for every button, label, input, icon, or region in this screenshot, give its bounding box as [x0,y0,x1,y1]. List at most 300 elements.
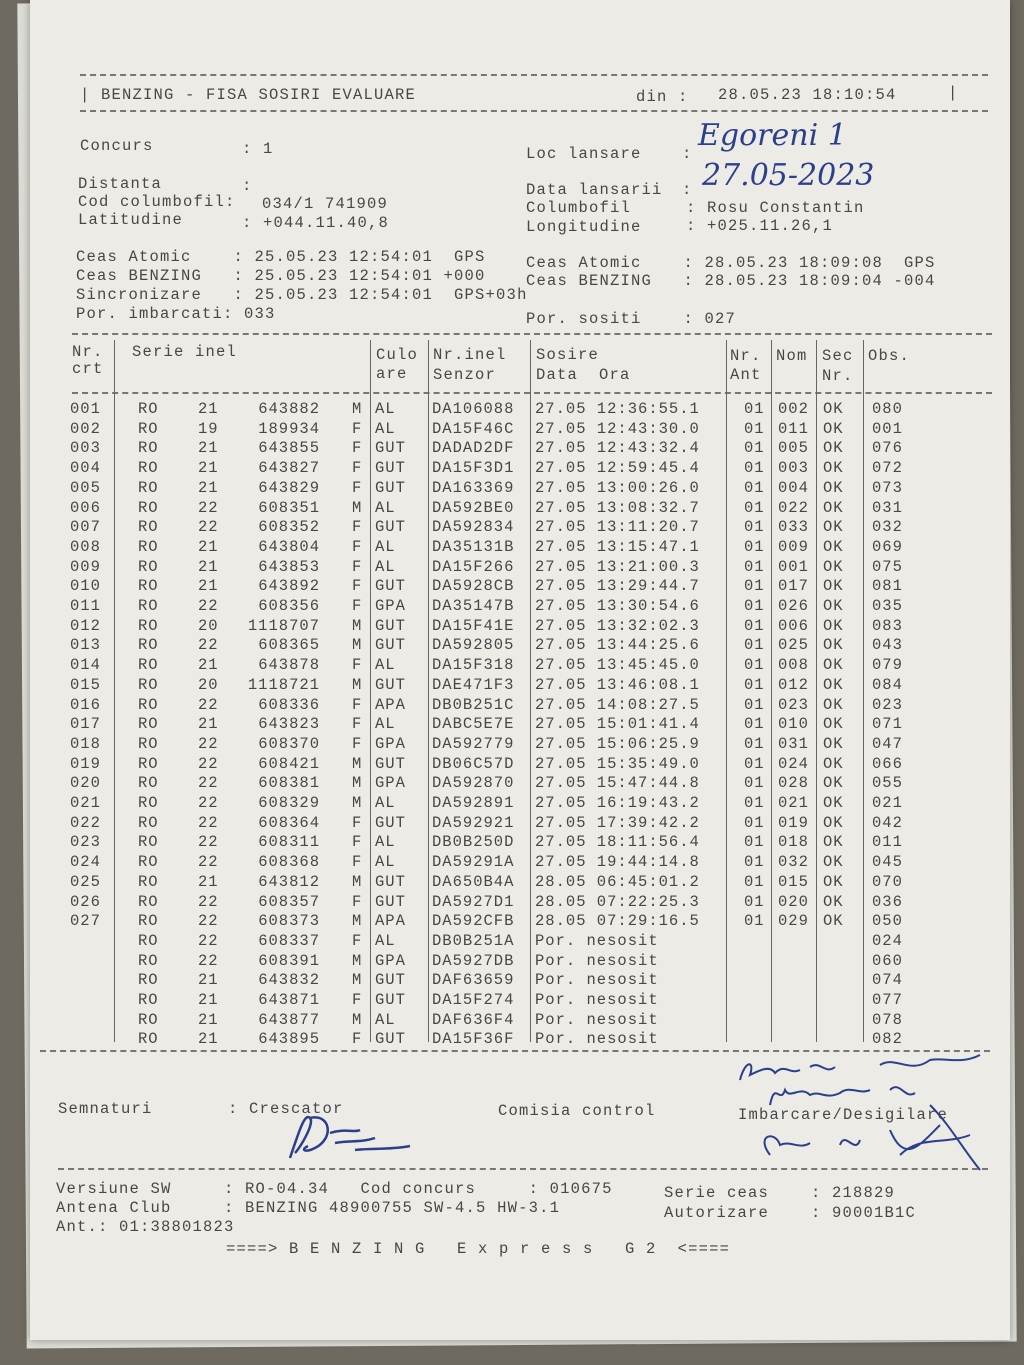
sec-status: OK [823,498,844,517]
sec-status: OK [823,478,844,497]
country: RO [138,715,159,734]
nominated: 004 [778,478,809,497]
arrival-datetime: 27.05 13:08:32.7 [535,498,700,517]
row-number: 021 [70,794,101,812]
country: RO [138,597,159,615]
year: 22 [198,892,219,911]
sensor-id: DABC5E7E [432,715,515,734]
arrival-datetime: 27.05 15:01:41.4 [535,715,700,734]
color: GUT [375,459,406,478]
obs-number: 031 [872,498,903,517]
ring-number: 608373 [258,912,320,931]
ring-number: 643827 [258,459,320,478]
sensor-id: DA592870 [432,774,515,793]
table-row [30,538,1010,558]
antenna: 01 [744,616,765,635]
arrival-datetime: Por. nesosit [535,951,659,970]
color: AL [375,656,396,675]
sensor-id: DA592805 [432,636,515,655]
color: APA [375,695,406,714]
arrival-datetime: 27.05 12:59:45.4 [535,459,700,478]
ant-line: Ant.: 01:38801823 [56,1218,235,1236]
obs-number: 043 [872,636,903,655]
ring-number: 608351 [258,498,320,517]
arrival-datetime: 27.05 13:30:54.6 [535,597,700,615]
sex: F [352,1030,363,1049]
ring-number: 608365 [258,636,320,655]
obs-number: 073 [872,478,903,497]
table-row [30,439,1010,459]
color: GUT [375,478,406,497]
obs-number: 072 [872,459,903,478]
sex: F [352,991,363,1009]
sex: M [352,951,363,970]
sensor-id: DA15F41E [432,616,515,635]
antenna: 01 [744,734,765,753]
year: 21 [198,1010,219,1029]
obs-number: 066 [872,754,903,773]
obs-number: 036 [872,892,903,911]
sex: F [352,813,363,832]
row-number: 002 [70,419,101,438]
table-row [30,656,1010,676]
sensor-id: DA15F318 [432,656,515,675]
obs-number: 084 [872,675,903,694]
year: 22 [198,774,219,793]
obs-number: 082 [872,1030,903,1049]
country: RO [138,675,159,694]
year: 22 [198,912,219,931]
sex: F [352,577,363,596]
ring-number: 643882 [258,400,320,418]
row-number: 013 [70,636,101,655]
sex: M [352,498,363,517]
color: AL [375,400,396,418]
sensor-id: DADAD2DF [432,439,515,458]
sensor-id: DA5927DB [432,951,515,970]
ring-number: 643804 [258,537,320,556]
antenna: 01 [744,754,765,773]
year: 21 [198,478,219,497]
brand-line: ====> B E N Z I N G E x p r e s s G 2 <==== [226,1240,731,1258]
table-row [30,715,1010,735]
loc-lansare-handwritten: Egoreni 1 [698,118,847,153]
nominated: 024 [778,754,809,773]
nominated: 018 [778,833,809,852]
table-row [30,617,1010,637]
nominated: 009 [778,537,809,556]
table-row [30,873,1010,893]
table-row [30,735,1010,755]
table-row [30,676,1010,696]
row-number: 012 [70,616,101,635]
crescator-label: : Crescator [228,1100,344,1118]
col-header-data-ora: Data Ora [536,366,631,384]
color: AL [375,419,396,438]
ring-number: 643853 [258,557,320,576]
ring-number: 643832 [258,971,320,990]
sensor-id: DA35131B [432,537,515,556]
sensor-id: DA106088 [432,400,515,418]
sec-status: OK [823,557,844,576]
country: RO [138,991,159,1009]
sex: M [352,675,363,694]
arrival-datetime: 27.05 13:15:47.1 [535,537,700,556]
sensor-id: DA592779 [432,734,515,753]
arrival-datetime: 27.05 15:47:44.8 [535,774,700,793]
header-right-bar: | [948,84,959,102]
row-number: 022 [70,813,101,832]
arrival-datetime: 27.05 12:43:32.4 [535,439,700,458]
ring-number: 608329 [258,794,320,812]
row-number: 024 [70,853,101,872]
sec-status: OK [823,715,844,734]
sensor-id: DAF636F4 [432,1010,515,1029]
country: RO [138,892,159,911]
obs-number: 032 [872,518,903,537]
ring-number: 643895 [258,1030,320,1049]
country: RO [138,931,159,950]
arrival-datetime: Por. nesosit [535,1030,659,1049]
data-lansarii-handwritten: 27.05-2023 [702,158,875,193]
country: RO [138,557,159,576]
table-row [30,499,1010,519]
ring-number: 643829 [258,478,320,497]
sensor-id: DB06C57D [432,754,515,773]
nominated: 022 [778,498,809,517]
sex: M [352,774,363,793]
col-header-senzor: Senzor [433,366,497,384]
color: GUT [375,754,406,773]
sex: F [352,439,363,458]
color: GUT [375,518,406,537]
ring-number: 1118721 [247,675,320,694]
country: RO [138,695,159,714]
imbarcare-label: Imbarcare/Desigilare [738,1106,949,1124]
printed-at-value: 28.05.23 18:10:54 [718,86,897,104]
row-number: 019 [70,754,101,773]
sincronizare: Sincronizare : 25.05.23 12:54:01 GPS+03h [76,286,528,304]
ring-number: 608421 [258,754,320,773]
col-header-sosire: Sosire [536,346,600,364]
antenna: 01 [744,892,765,911]
antenna: 01 [744,833,765,852]
columbofil-value: : Rosu Constantin [686,199,865,217]
sex: F [352,478,363,497]
row-number: 015 [70,675,101,694]
antenna: 01 [744,872,765,891]
sec-status: OK [823,459,844,478]
obs-number: 023 [872,695,903,714]
ring-number: 608370 [258,734,320,753]
nominated: 001 [778,557,809,576]
sensor-id: DA592921 [432,813,515,832]
col-header-nr-inel: Nr.inel [433,346,507,364]
sensor-id: DA15F36F [432,1030,515,1049]
country: RO [138,1010,159,1029]
color: AL [375,833,396,852]
ring-number: 643878 [258,656,320,675]
table-row [30,400,1010,420]
obs-number: 077 [872,991,903,1009]
country: RO [138,794,159,812]
ring-number: 643812 [258,872,320,891]
obs-number: 083 [872,616,903,635]
nominated: 003 [778,459,809,478]
col-header-obs: Obs. [868,347,911,365]
year: 21 [198,715,219,734]
arrival-datetime: 27.05 17:39:42.2 [535,813,700,832]
col-header-sec: Sec [822,347,854,365]
obs-number: 060 [872,951,903,970]
autorizare-line: Autorizare : 90001B1C [664,1204,917,1222]
document-sheet [30,0,1010,1340]
color: AL [375,498,396,517]
country: RO [138,459,159,478]
ring-number: 608336 [258,695,320,714]
sex: F [352,557,363,576]
col-header-ant: Ant [730,366,762,384]
country: RO [138,912,159,931]
data-lansarii-label: Data lansarii [526,181,663,199]
col-header-culoare: Culo [376,346,419,364]
arrival-datetime: 27.05 15:06:25.9 [535,734,700,753]
col-header-sec-nr: Nr. [822,367,854,385]
year: 22 [198,951,219,970]
sex: M [352,971,363,990]
color: AL [375,931,396,950]
loc-lansare-colon: : [682,145,693,163]
arrival-datetime: 27.05 14:08:27.5 [535,695,700,714]
country: RO [138,872,159,891]
table-row [30,1011,1010,1031]
row-number: 005 [70,478,101,497]
country: RO [138,518,159,537]
nominated: 010 [778,715,809,734]
arrival-datetime: 27.05 16:19:43.2 [535,794,700,812]
country: RO [138,577,159,596]
sensor-id: DAF63659 [432,971,515,990]
sex: M [352,872,363,891]
country: RO [138,734,159,753]
comisia-control-label: Comisia control [498,1102,656,1120]
sensor-id: DA592834 [432,518,515,537]
ring-number: 643892 [258,577,320,596]
year: 21 [198,557,219,576]
table-row [30,893,1010,913]
sex: M [352,400,363,418]
table-row [30,577,1010,597]
distanta-value: : [242,177,253,195]
year: 21 [198,656,219,675]
obs-number: 081 [872,577,903,596]
country: RO [138,636,159,655]
nominated: 028 [778,774,809,793]
antenna: 01 [744,794,765,812]
antenna: 01 [744,557,765,576]
antenna: 01 [744,675,765,694]
nominated: 011 [778,419,809,438]
nominated: 021 [778,794,809,812]
antenna: 01 [744,537,765,556]
nominated: 008 [778,656,809,675]
obs-number: 069 [872,537,903,556]
nominated: 031 [778,734,809,753]
sec-status: OK [823,853,844,872]
table-row [30,971,1010,991]
row-number: 020 [70,774,101,793]
sex: F [352,734,363,753]
sex: F [352,833,363,852]
crescator-signature [270,1108,430,1168]
table-header-divider [72,392,992,394]
antenna: 01 [744,439,765,458]
row-number: 014 [70,656,101,675]
color: AL [375,1010,396,1029]
country: RO [138,419,159,438]
ceas-benzing-left: Ceas BENZING : 25.05.23 12:54:01 +000 [76,267,486,285]
sensor-id: DA15F3D1 [432,459,515,478]
arrival-datetime: 27.05 12:43:30.0 [535,419,700,438]
sex: F [352,537,363,556]
arrival-datetime: Por. nesosit [535,971,659,990]
year: 22 [198,794,219,812]
por-sositi: Por. sositi : 027 [526,310,737,328]
color: AL [375,537,396,556]
ring-number: 643855 [258,439,320,458]
header-top-divider [80,74,988,76]
year: 21 [198,439,219,458]
country: RO [138,813,159,832]
antena-line: Antena Club : BENZING 48900755 SW-4.5 HW-3.1 [56,1199,561,1217]
row-number: 027 [70,912,101,931]
year: 22 [198,833,219,852]
longitudine-value: : +025.11.26,1 [686,217,834,235]
sensor-id: DA163369 [432,478,515,497]
sensor-id: DA15F274 [432,991,515,1009]
data-lansarii-colon: : [682,181,693,199]
color: AL [375,853,396,872]
nominated: 020 [778,892,809,911]
sec-status: OK [823,656,844,675]
antenna: 01 [744,498,765,517]
color: GPA [375,951,406,970]
table-top-divider [72,333,992,335]
concurs-label: Concurs [80,137,154,155]
nominated: 033 [778,518,809,537]
nominated: 015 [778,872,809,891]
distanta-label: Distanta [78,175,163,193]
row-number: 004 [70,459,101,478]
versiune-line: Versiune SW : RO-04.34 Cod concurs : 010675 [56,1180,613,1198]
concurs-value: : 1 [242,140,274,158]
ring-number: 643823 [258,715,320,734]
row-number: 017 [70,715,101,734]
row-number: 007 [70,518,101,537]
row-number: 023 [70,833,101,852]
sec-status: OK [823,794,844,812]
country: RO [138,971,159,990]
cod-columbofil-label: Cod columbofil: [78,193,236,211]
row-number: 001 [70,400,101,418]
sensor-id: DA5928CB [432,577,515,596]
sec-status: OK [823,872,844,891]
country: RO [138,833,159,852]
country: RO [138,951,159,970]
table-row [30,755,1010,775]
country: RO [138,400,159,418]
sec-status: OK [823,597,844,615]
antenna: 01 [744,400,765,418]
country: RO [138,616,159,635]
color: GUT [375,813,406,832]
year: 22 [198,636,219,655]
obs-number: 075 [872,557,903,576]
color: APA [375,912,406,931]
obs-number: 055 [872,774,903,793]
color: AL [375,715,396,734]
col-header-nr: Nr. [72,343,104,361]
ceas-atomic-left: Ceas Atomic : 25.05.23 12:54:01 GPS [76,248,486,266]
color: AL [375,557,396,576]
ring-number: 608357 [258,892,320,911]
ring-number: 643877 [258,1010,320,1029]
ring-number: 1118707 [247,616,320,635]
arrival-datetime: 27.05 13:46:08.1 [535,675,700,694]
year: 20 [198,675,219,694]
arrival-datetime: 28.05 07:29:16.5 [535,912,700,931]
footer-divider [58,1168,988,1170]
arrival-datetime: 27.05 13:00:26.0 [535,478,700,497]
color: GUT [375,1030,406,1049]
color: GUT [375,439,406,458]
sensor-id: DA35147B [432,597,515,615]
antenna: 01 [744,774,765,793]
year: 21 [198,991,219,1009]
table-row [30,912,1010,932]
row-number: 009 [70,557,101,576]
antenna: 01 [744,478,765,497]
ceas-benzing-right: Ceas BENZING : 28.05.23 18:09:04 -004 [526,272,936,290]
year: 22 [198,518,219,537]
sec-status: OK [823,912,844,931]
year: 21 [198,537,219,556]
country: RO [138,498,159,517]
sec-status: OK [823,419,844,438]
country: RO [138,1030,159,1049]
country: RO [138,754,159,773]
arrival-datetime: Por. nesosit [535,931,659,950]
color: GPA [375,734,406,753]
table-row [30,558,1010,578]
sensor-id: DA650B4A [432,872,515,891]
year: 21 [198,459,219,478]
arrival-datetime: 27.05 13:32:02.3 [535,616,700,635]
antenna: 01 [744,853,765,872]
nominated: 025 [778,636,809,655]
arrival-datetime: 27.05 13:21:00.3 [535,557,700,576]
sex: F [352,518,363,537]
color: GUT [375,636,406,655]
obs-number: 071 [872,715,903,734]
color: GUT [375,577,406,596]
arrival-datetime: Por. nesosit [535,991,659,1009]
color: GPA [375,597,406,615]
antenna: 01 [744,912,765,931]
row-number: 006 [70,498,101,517]
year: 21 [198,1030,219,1049]
sex: F [352,597,363,615]
